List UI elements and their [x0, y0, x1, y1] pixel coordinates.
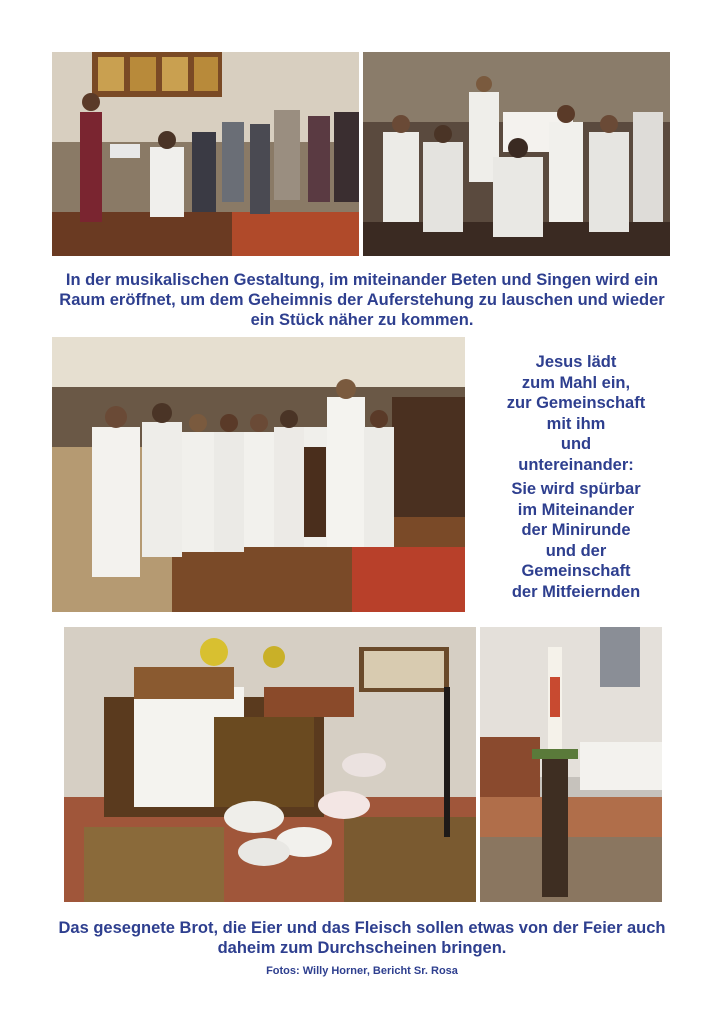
photo-altar-servers-circle — [363, 52, 670, 256]
side-line: und — [560, 435, 592, 453]
side-line: Gemeinschaft — [521, 562, 631, 580]
side-line: mit ihm — [546, 414, 606, 433]
photo-choir-singing — [52, 52, 359, 256]
side-line: Jesus lädt — [535, 353, 617, 371]
photo-servers-in-nave — [52, 337, 465, 612]
side-caption — [476, 352, 676, 602]
side-line: und der — [545, 541, 607, 560]
side-caption-block-b — [476, 479, 676, 602]
side-line: Sie wird spürbar — [511, 480, 641, 498]
side-line: zum Mahl ein, — [521, 373, 631, 392]
photo-credit: Fotos: Willy Horner, Bericht Sr. Rosa — [266, 965, 458, 977]
caption-top: In der musikalischen Gestaltung, im miteinander Beten und Singen wird ein Raum eröffnet, um dem Geheimnis der Auferstehung zu lauschen und wieder ein Stück näher zu kommen. — [59, 271, 665, 329]
side-caption-block-a — [476, 352, 676, 475]
side-line: im Miteinander — [517, 500, 635, 519]
side-line: der Mitfeiernden — [511, 582, 641, 601]
side-line: untereinander: — [518, 455, 634, 474]
photo-blessing-baskets — [64, 627, 476, 902]
side-line: der Minirunde — [521, 521, 631, 539]
photo-easter-candle — [480, 627, 662, 902]
side-line: zur Gemeinschaft — [506, 394, 646, 412]
caption-bottom: Das gesegnete Brot, die Eier und das Fleisch sollen etwas von der Feier auch daheim zum Durchscheinen bringen. — [58, 919, 666, 957]
